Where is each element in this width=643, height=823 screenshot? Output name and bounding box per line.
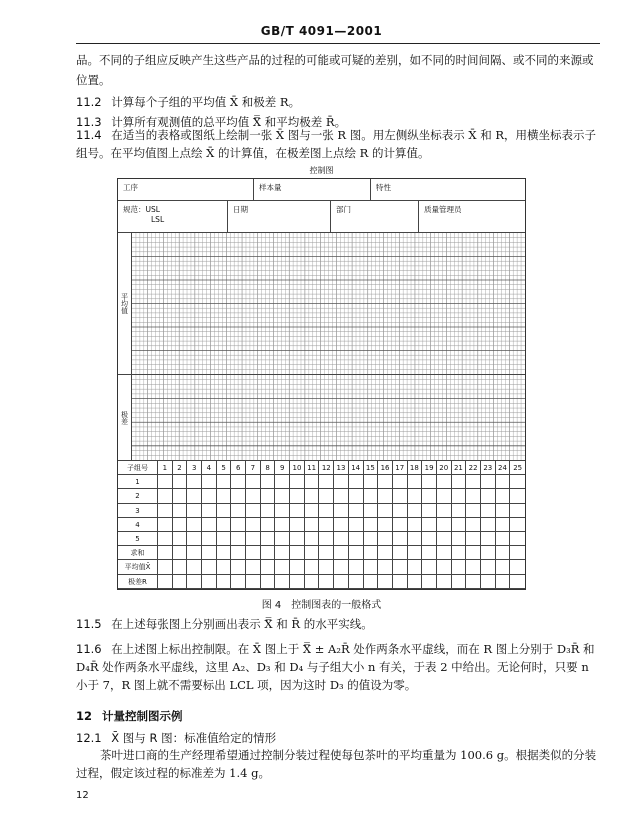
- table-cell: [305, 518, 320, 532]
- table-cell: [452, 475, 467, 489]
- table-cell: [378, 504, 393, 518]
- table-cell: [496, 575, 511, 589]
- table-cell: [422, 475, 437, 489]
- clause-number: 11.6: [76, 642, 102, 656]
- table-cell: [202, 518, 217, 532]
- table-cell: [364, 532, 379, 546]
- average-grid: [132, 233, 525, 374]
- table-cell: [510, 489, 525, 503]
- table-cell: [452, 532, 467, 546]
- row-label-cell: 4: [118, 518, 158, 532]
- table-cell: [408, 518, 423, 532]
- table-cell: [305, 560, 320, 574]
- subgroup-number-cell: 11: [305, 461, 320, 475]
- table-cell: [158, 475, 173, 489]
- table-cell: [275, 560, 290, 574]
- table-cell: [378, 475, 393, 489]
- intro-text: 品。不同的子组应反映产生这些产品的过程的可能或可疑的差别，如不同的时间间隔、或不同的来源或位置。: [76, 53, 594, 87]
- table-cell: [290, 475, 305, 489]
- table-cell: [393, 475, 408, 489]
- table-cell: [481, 518, 496, 532]
- table-cell: [334, 489, 349, 503]
- table-cell: [275, 546, 290, 560]
- table-cell: [173, 504, 188, 518]
- table-cell: [202, 489, 217, 503]
- subgroup-number-cell: 2: [173, 461, 188, 475]
- table-cell: [437, 504, 452, 518]
- table-cell: [408, 532, 423, 546]
- table-cell: [422, 575, 437, 589]
- table-cell: [158, 560, 173, 574]
- table-cell: [437, 560, 452, 574]
- average-axis-label: 平均值: [118, 233, 132, 374]
- table-cell: [305, 532, 320, 546]
- spec-usl-label: 规范：USL: [123, 205, 160, 214]
- control-chart-form: [117, 178, 526, 590]
- subgroup-number-cell: 3: [187, 461, 202, 475]
- table-cell: [378, 518, 393, 532]
- table-cell: [319, 518, 334, 532]
- clause-number: 11.4: [76, 128, 102, 142]
- table-cell: [466, 504, 481, 518]
- subgroup-number-cell: 21: [452, 461, 467, 475]
- table-cell: [173, 546, 188, 560]
- table-cell: [496, 546, 511, 560]
- table-cell: [422, 560, 437, 574]
- process-label: 工序: [123, 183, 138, 192]
- table-cell: [261, 504, 276, 518]
- table-cell: [275, 504, 290, 518]
- table-cell: [481, 489, 496, 503]
- process-cell: [118, 179, 254, 200]
- table-cell: [422, 489, 437, 503]
- table-cell: [187, 475, 202, 489]
- table-cell: [496, 518, 511, 532]
- paragraph-11-2: [76, 92, 576, 112]
- table-cell: [408, 575, 423, 589]
- table-cell: [246, 575, 261, 589]
- clause-text: 计算每个子组的平均值 X̄ 和极差 R。: [111, 95, 301, 109]
- table-cell: [173, 518, 188, 532]
- table-cell: [481, 532, 496, 546]
- paragraph-11-5: [76, 614, 576, 634]
- table-cell: [408, 546, 423, 560]
- table-cell: [510, 475, 525, 489]
- table-cell: [364, 504, 379, 518]
- table-cell: [231, 560, 246, 574]
- table-cell: [187, 532, 202, 546]
- table-cell: [364, 518, 379, 532]
- form-header-row-2: [118, 201, 525, 233]
- table-cell: [290, 504, 305, 518]
- subgroup-number-cell: 5: [217, 461, 232, 475]
- qm-label: 质量管理员: [424, 205, 462, 214]
- table-cell: [319, 532, 334, 546]
- subgroup-number-cell: 12: [319, 461, 334, 475]
- clause-text: 在上述每张图上分别画出表示 X̿ 和 R̄ 的水平实线。: [111, 617, 373, 631]
- table-cell: [261, 475, 276, 489]
- section-title: X̄ 图与 R 图：标准值给定的情形: [111, 731, 277, 745]
- table-cell: [173, 560, 188, 574]
- section-number: 12: [76, 709, 93, 723]
- table-cell: [378, 532, 393, 546]
- paragraph-11-6: [76, 640, 600, 694]
- table-cell: [246, 518, 261, 532]
- table-cell: [246, 475, 261, 489]
- clause-text: 在上述图上标出控制限。在 X̄ 图上于 X̿ ± A₂R̄ 处作两条水平虚线，而在 R 图上分别于 D₃R̄ 和 D₄R̄ 处作两条水平虚线，这里 A₂、D₃ 和 D₄ 与子组大小 n 有关，于表 2 中给出。无论何时，只要 n 小于 7，R 图上就不需要标出 LCL 项，因为这时 D₃ 的值设为零。: [76, 642, 595, 692]
- table-cell: [261, 575, 276, 589]
- table-cell: [305, 575, 320, 589]
- qm-cell: [419, 201, 525, 232]
- table-cell: [261, 532, 276, 546]
- subgroup-number-cell: 24: [496, 461, 511, 475]
- subgroup-number-cell: 4: [202, 461, 217, 475]
- table-cell: [510, 518, 525, 532]
- table-cell: [275, 532, 290, 546]
- table-cell: [378, 560, 393, 574]
- subgroup-number-cell: 1: [158, 461, 173, 475]
- table-cell: [437, 475, 452, 489]
- table-cell: [246, 560, 261, 574]
- subgroup-number-cell: 18: [408, 461, 423, 475]
- table-cell: [290, 518, 305, 532]
- sample-size-label: 样本量: [259, 183, 282, 192]
- chart-form-title: 控制图: [309, 166, 334, 175]
- clause-number: 11.3: [76, 115, 102, 129]
- table-cell: [319, 546, 334, 560]
- table-cell: [305, 475, 320, 489]
- table-cell: [275, 489, 290, 503]
- table-cell: [173, 475, 188, 489]
- table-cell: [334, 504, 349, 518]
- table-cell: [217, 504, 232, 518]
- table-cell: [408, 504, 423, 518]
- table-cell: [334, 546, 349, 560]
- table-cell: [364, 489, 379, 503]
- table-cell: [290, 532, 305, 546]
- table-cell: [158, 504, 173, 518]
- table-cell: [290, 489, 305, 503]
- spec-cell: [118, 201, 228, 232]
- table-cell: [349, 560, 364, 574]
- date-label: 日期: [233, 205, 248, 214]
- subgroup-number-cell: 6: [231, 461, 246, 475]
- table-cell: [437, 546, 452, 560]
- table-cell: [319, 504, 334, 518]
- table-cell: [364, 546, 379, 560]
- section-title: 计量控制图示例: [102, 709, 183, 723]
- table-cell: [319, 575, 334, 589]
- table-cell: [187, 504, 202, 518]
- row-label-cell: 5: [118, 532, 158, 546]
- table-cell: [393, 532, 408, 546]
- table-cell: [290, 560, 305, 574]
- table-cell: [334, 475, 349, 489]
- subgroup-number-cell: 20: [437, 461, 452, 475]
- table-cell: [217, 532, 232, 546]
- clause-text: 在适当的表格或图纸上绘制一张 X̄ 图与一张 R 图。用左侧纵坐标表示 X̄ 和 R，用横坐标表示子组号。在平均值图上点绘 X̄ 的计算值，在极差图上点绘 R 的计算值。: [76, 128, 597, 160]
- table-cell: [466, 475, 481, 489]
- average-plot-area: [118, 233, 525, 375]
- table-cell: [393, 518, 408, 532]
- table-cell: [364, 475, 379, 489]
- table-cell: [187, 575, 202, 589]
- table-cell: [422, 532, 437, 546]
- characteristic-cell: [371, 179, 525, 200]
- table-cell: [496, 504, 511, 518]
- table-cell: [452, 489, 467, 503]
- table-cell: [393, 504, 408, 518]
- table-cell: [290, 546, 305, 560]
- table-cell: [202, 560, 217, 574]
- section-12-1-heading: [76, 728, 576, 748]
- table-cell: [246, 504, 261, 518]
- dept-label: 部门: [336, 205, 351, 214]
- row-label-cell: 求和: [118, 546, 158, 560]
- table-cell: [275, 518, 290, 532]
- subgroup-data-table: [118, 461, 525, 589]
- table-cell: [158, 518, 173, 532]
- table-cell: [246, 489, 261, 503]
- table-cell: [261, 560, 276, 574]
- standard-header: GB/T 4091—2001: [260, 24, 383, 38]
- table-cell: [187, 489, 202, 503]
- table-cell: [217, 560, 232, 574]
- row-label-cell: 3: [118, 504, 158, 518]
- table-cell: [378, 546, 393, 560]
- table-cell: [158, 546, 173, 560]
- table-cell: [466, 518, 481, 532]
- table-cell: [319, 489, 334, 503]
- table-cell: [422, 518, 437, 532]
- table-cell: [334, 532, 349, 546]
- table-cell: [452, 546, 467, 560]
- table-cell: [202, 532, 217, 546]
- table-cell: [349, 532, 364, 546]
- table-cell: [510, 546, 525, 560]
- subgroup-number-cell: 13: [334, 461, 349, 475]
- subgroup-header-cell: 子组号: [118, 461, 158, 475]
- dept-cell: [331, 201, 419, 232]
- table-cell: [334, 575, 349, 589]
- table-cell: [452, 504, 467, 518]
- table-cell: [349, 546, 364, 560]
- table-cell: [422, 546, 437, 560]
- table-cell: [231, 575, 246, 589]
- table-cell: [231, 532, 246, 546]
- table-cell: [408, 489, 423, 503]
- row-label-cell: 平均值X̄: [118, 560, 158, 574]
- subgroup-number-cell: 16: [378, 461, 393, 475]
- table-cell: [261, 518, 276, 532]
- row-label-cell: 2: [118, 489, 158, 503]
- table-cell: [349, 575, 364, 589]
- table-cell: [466, 546, 481, 560]
- table-cell: [466, 489, 481, 503]
- subgroup-number-cell: 22: [466, 461, 481, 475]
- table-cell: [349, 504, 364, 518]
- table-cell: [364, 575, 379, 589]
- section-number: 12.1: [76, 731, 102, 745]
- table-cell: [408, 475, 423, 489]
- table-cell: [466, 575, 481, 589]
- table-cell: [173, 532, 188, 546]
- subgroup-number-cell: 23: [481, 461, 496, 475]
- row-label-cell: 极差R: [118, 575, 158, 589]
- spec-lsl-label: LSL: [151, 215, 165, 224]
- clause-text: 计算所有观测值的总平均值 X̿ 和平均极差 R̄。: [111, 115, 347, 129]
- table-cell: [158, 489, 173, 503]
- subgroup-number-cell: 7: [246, 461, 261, 475]
- table-cell: [217, 489, 232, 503]
- subgroup-number-cell: 15: [364, 461, 379, 475]
- subgroup-number-cell: 17: [393, 461, 408, 475]
- table-cell: [202, 575, 217, 589]
- table-cell: [290, 575, 305, 589]
- table-cell: [275, 575, 290, 589]
- table-cell: [393, 560, 408, 574]
- table-cell: [261, 546, 276, 560]
- paragraph-text: 茶叶进口商的生产经理希望通过控制分装过程使每包茶叶的平均重量为 100.6 g。根据类似的分装过程，假定该过程的标准差为 1.4 g。: [76, 748, 597, 780]
- table-cell: [305, 489, 320, 503]
- table-cell: [231, 489, 246, 503]
- subgroup-number-cell: 8: [261, 461, 276, 475]
- table-cell: [217, 475, 232, 489]
- subgroup-number-cell: 19: [422, 461, 437, 475]
- clause-number: 11.2: [76, 95, 102, 109]
- section-12-heading: [76, 708, 183, 724]
- subgroup-number-cell: 9: [275, 461, 290, 475]
- table-cell: [334, 518, 349, 532]
- range-axis-label: 极差: [118, 375, 132, 460]
- table-cell: [437, 532, 452, 546]
- table-cell: [187, 518, 202, 532]
- table-cell: [158, 575, 173, 589]
- table-cell: [275, 475, 290, 489]
- table-cell: [349, 518, 364, 532]
- table-cell: [246, 546, 261, 560]
- table-cell: [158, 532, 173, 546]
- table-cell: [437, 575, 452, 589]
- subgroup-number-cell: 10: [290, 461, 305, 475]
- table-cell: [202, 475, 217, 489]
- table-cell: [496, 560, 511, 574]
- date-cell: [228, 201, 331, 232]
- form-header-row-1: [118, 179, 525, 201]
- table-cell: [481, 560, 496, 574]
- table-cell: [510, 532, 525, 546]
- table-cell: [364, 560, 379, 574]
- table-cell: [510, 504, 525, 518]
- table-cell: [452, 575, 467, 589]
- table-cell: [378, 575, 393, 589]
- table-cell: [231, 475, 246, 489]
- table-cell: [452, 518, 467, 532]
- table-cell: [378, 489, 393, 503]
- sample-size-cell: [254, 179, 371, 200]
- table-cell: [187, 560, 202, 574]
- range-plot-area: [118, 375, 525, 461]
- table-cell: [305, 504, 320, 518]
- table-cell: [261, 489, 276, 503]
- page-number: 12: [76, 790, 89, 801]
- subgroup-number-cell: 14: [349, 461, 364, 475]
- table-cell: [349, 489, 364, 503]
- table-cell: [452, 560, 467, 574]
- paragraph-intro: [76, 50, 596, 90]
- figure-caption: 图 4 控制图表的一般格式: [261, 600, 382, 611]
- table-cell: [202, 504, 217, 518]
- table-cell: [349, 475, 364, 489]
- table-cell: [393, 575, 408, 589]
- table-cell: [481, 475, 496, 489]
- table-cell: [481, 546, 496, 560]
- table-cell: [437, 489, 452, 503]
- table-cell: [466, 560, 481, 574]
- table-cell: [173, 575, 188, 589]
- table-cell: [319, 560, 334, 574]
- table-cell: [481, 575, 496, 589]
- table-cell: [393, 546, 408, 560]
- table-cell: [408, 560, 423, 574]
- table-cell: [217, 575, 232, 589]
- table-cell: [173, 489, 188, 503]
- table-cell: [481, 504, 496, 518]
- table-cell: [231, 504, 246, 518]
- paragraph-12-1: [76, 746, 600, 782]
- range-grid: [132, 375, 525, 460]
- table-cell: [466, 532, 481, 546]
- table-cell: [187, 546, 202, 560]
- table-cell: [393, 489, 408, 503]
- table-cell: [217, 546, 232, 560]
- table-cell: [334, 560, 349, 574]
- table-cell: [217, 518, 232, 532]
- table-cell: [319, 475, 334, 489]
- header-rule: [76, 43, 600, 44]
- characteristic-label: 特性: [376, 183, 391, 192]
- table-cell: [496, 532, 511, 546]
- table-cell: [510, 560, 525, 574]
- table-cell: [496, 489, 511, 503]
- paragraph-11-4: [76, 126, 600, 162]
- table-cell: [231, 546, 246, 560]
- subgroup-number-cell: 25: [510, 461, 525, 475]
- table-cell: [437, 518, 452, 532]
- clause-number: 11.5: [76, 617, 102, 631]
- table-cell: [202, 546, 217, 560]
- table-cell: [305, 546, 320, 560]
- table-cell: [246, 532, 261, 546]
- table-cell: [510, 575, 525, 589]
- table-cell: [231, 518, 246, 532]
- row-label-cell: 1: [118, 475, 158, 489]
- table-cell: [422, 504, 437, 518]
- table-cell: [496, 475, 511, 489]
